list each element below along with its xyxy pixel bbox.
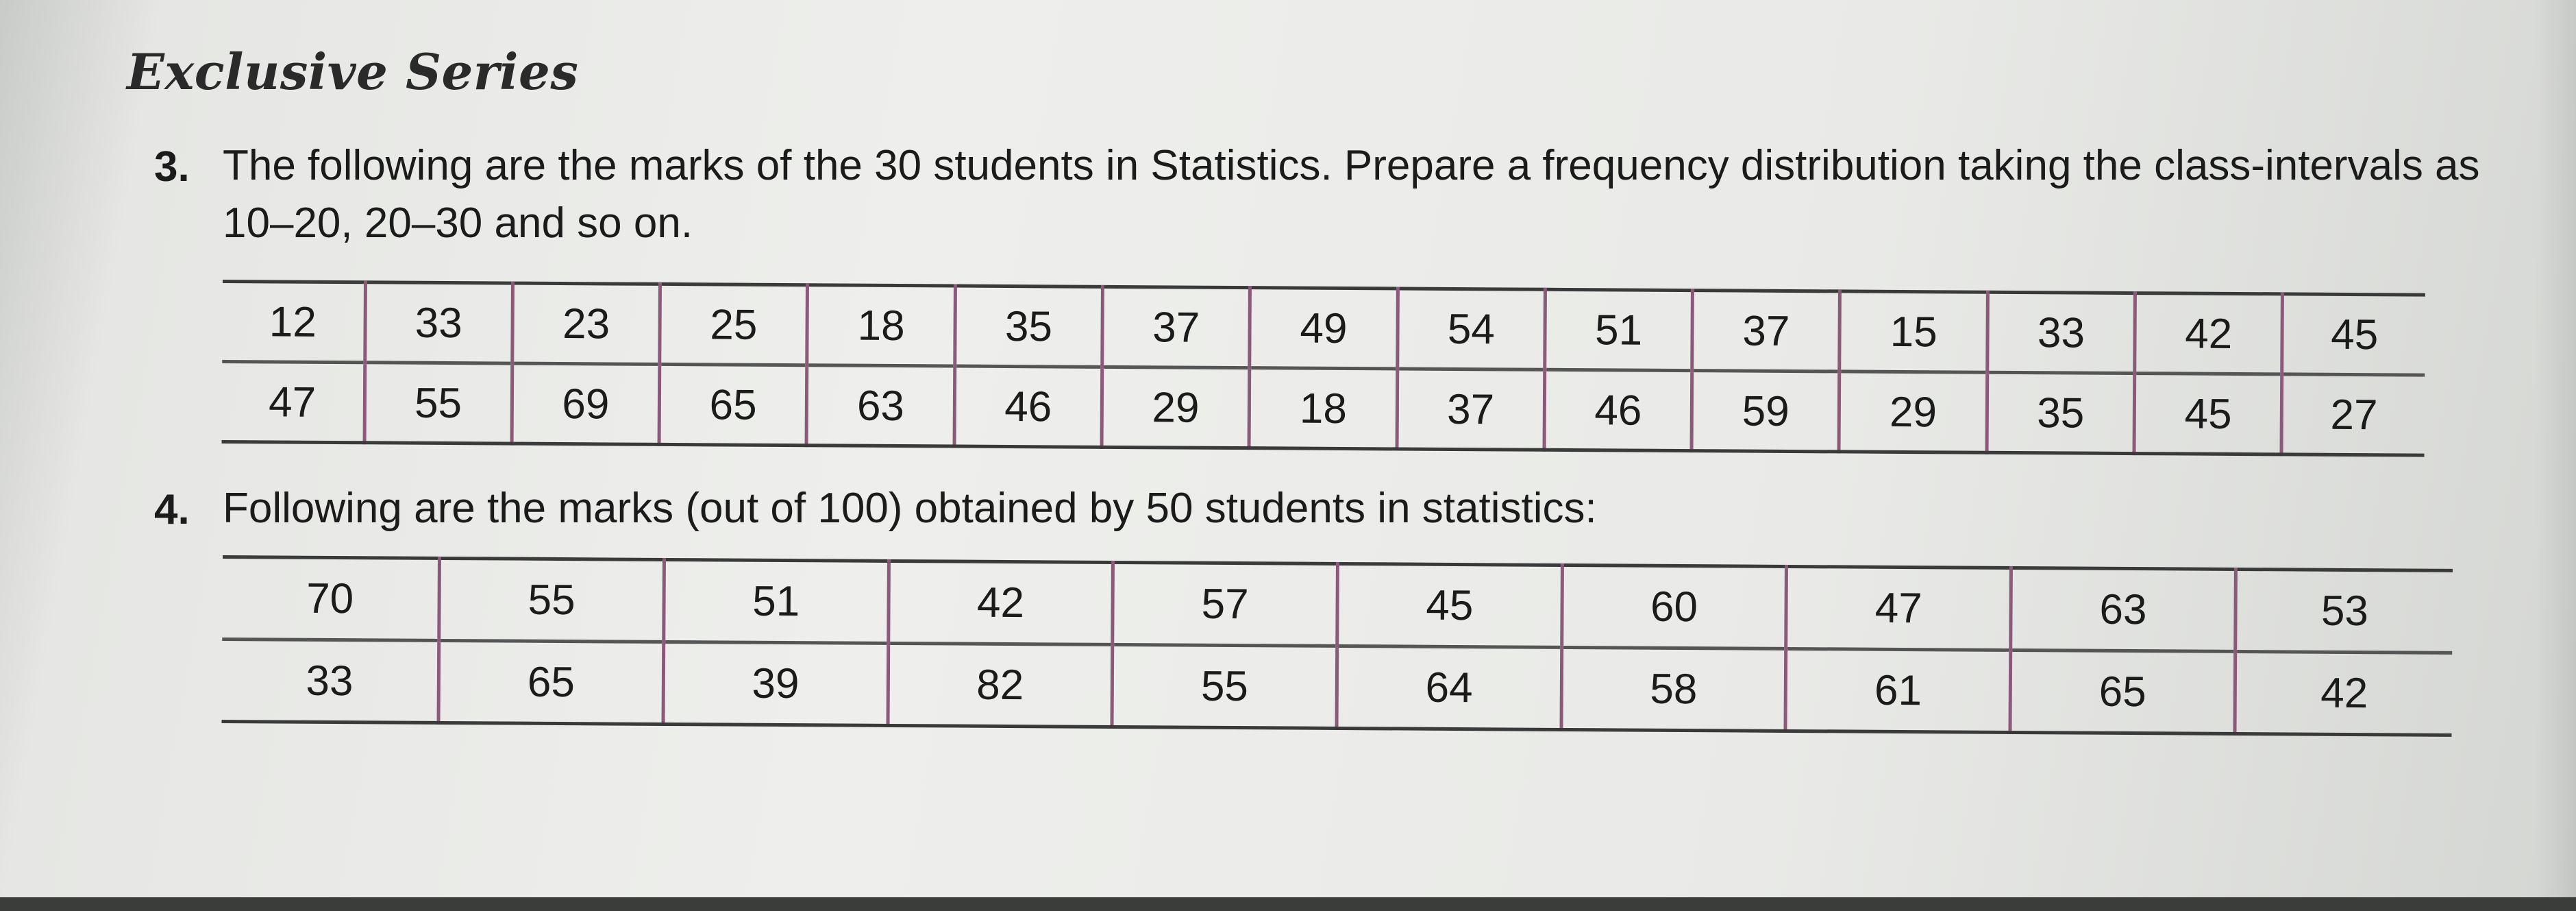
mark-cell: 37 [1692, 291, 1840, 372]
mark-cell: 47 [222, 361, 365, 442]
mark-cell: 63 [2011, 568, 2236, 651]
mark-cell: 57 [1113, 562, 1337, 646]
mark-cell: 42 [888, 561, 1113, 644]
mark-cell: 18 [807, 285, 955, 366]
mark-cell: 45 [2282, 294, 2425, 375]
question-4-marks-table [222, 555, 2453, 737]
mark-cell: 27 [2281, 374, 2425, 455]
page-bottom-shadow [0, 897, 2576, 911]
mark-cell: 29 [1102, 367, 1250, 448]
mark-cell: 51 [1545, 289, 1693, 370]
mark-cell: 39 [663, 642, 888, 725]
mark-cell: 42 [2135, 293, 2283, 374]
mark-cell: 45 [1337, 563, 1562, 647]
mark-cell: 69 [512, 363, 660, 444]
mark-cell: 65 [659, 364, 807, 445]
mark-cell: 59 [1692, 371, 1840, 452]
mark-cell: 12 [222, 281, 365, 362]
mark-cell: 55 [439, 558, 664, 642]
table-row [222, 361, 2425, 455]
mark-cell: 46 [1544, 369, 1692, 450]
mark-cell: 65 [2010, 650, 2235, 733]
mark-cell: 35 [1987, 372, 2135, 453]
table-row [222, 639, 2453, 735]
mark-cell: 37 [1397, 369, 1545, 450]
question-3-marks-table [222, 280, 2425, 457]
mark-cell: 63 [806, 365, 954, 446]
page-edge-shadow [2535, 0, 2576, 898]
mark-cell: 18 [1249, 368, 1397, 449]
mark-cell: 70 [222, 557, 439, 640]
mark-cell: 37 [1102, 287, 1250, 367]
section-title: Exclusive Series [127, 42, 579, 101]
mark-cell: 25 [660, 284, 808, 365]
table-row [222, 281, 2425, 375]
mark-cell: 64 [1337, 646, 1561, 729]
mark-cell: 35 [954, 286, 1102, 367]
mark-cell: 15 [1840, 291, 1987, 372]
mark-cell: 54 [1397, 289, 1545, 369]
mark-cell: 49 [1250, 288, 1398, 369]
mark-cell: 51 [664, 559, 889, 643]
mark-cell: 58 [1561, 647, 1786, 731]
mark-cell: 82 [888, 643, 1113, 727]
question-3-text: The following are the marks of the 30 students in Statistics. Prepare a frequency distribution taking the class-intervals as 10–20, 20–30 and so on. [223, 142, 2480, 247]
mark-cell: 60 [1561, 565, 1786, 648]
mark-cell: 55 [1112, 644, 1337, 728]
mark-cell: 33 [364, 282, 512, 363]
mark-cell: 23 [512, 283, 660, 364]
question-4-number: 4. [154, 486, 190, 533]
mark-cell: 47 [1786, 566, 2011, 650]
mark-cell: 65 [438, 640, 663, 724]
mark-cell: 46 [954, 366, 1102, 447]
mark-cell: 42 [2235, 651, 2452, 735]
mark-cell: 45 [2134, 374, 2282, 454]
question-3-number: 3. [154, 143, 190, 191]
mark-cell: 33 [222, 639, 439, 722]
mark-cell: 55 [364, 363, 512, 444]
mark-cell: 29 [1839, 372, 1987, 452]
mark-cell: 61 [1785, 648, 2010, 732]
mark-cell: 33 [1987, 292, 2135, 373]
question-4-text: Following are the marks (out of 100) obtained by 50 students in statistics: [223, 485, 1597, 532]
mark-cell: 53 [2235, 569, 2452, 653]
table-row [222, 557, 2453, 653]
